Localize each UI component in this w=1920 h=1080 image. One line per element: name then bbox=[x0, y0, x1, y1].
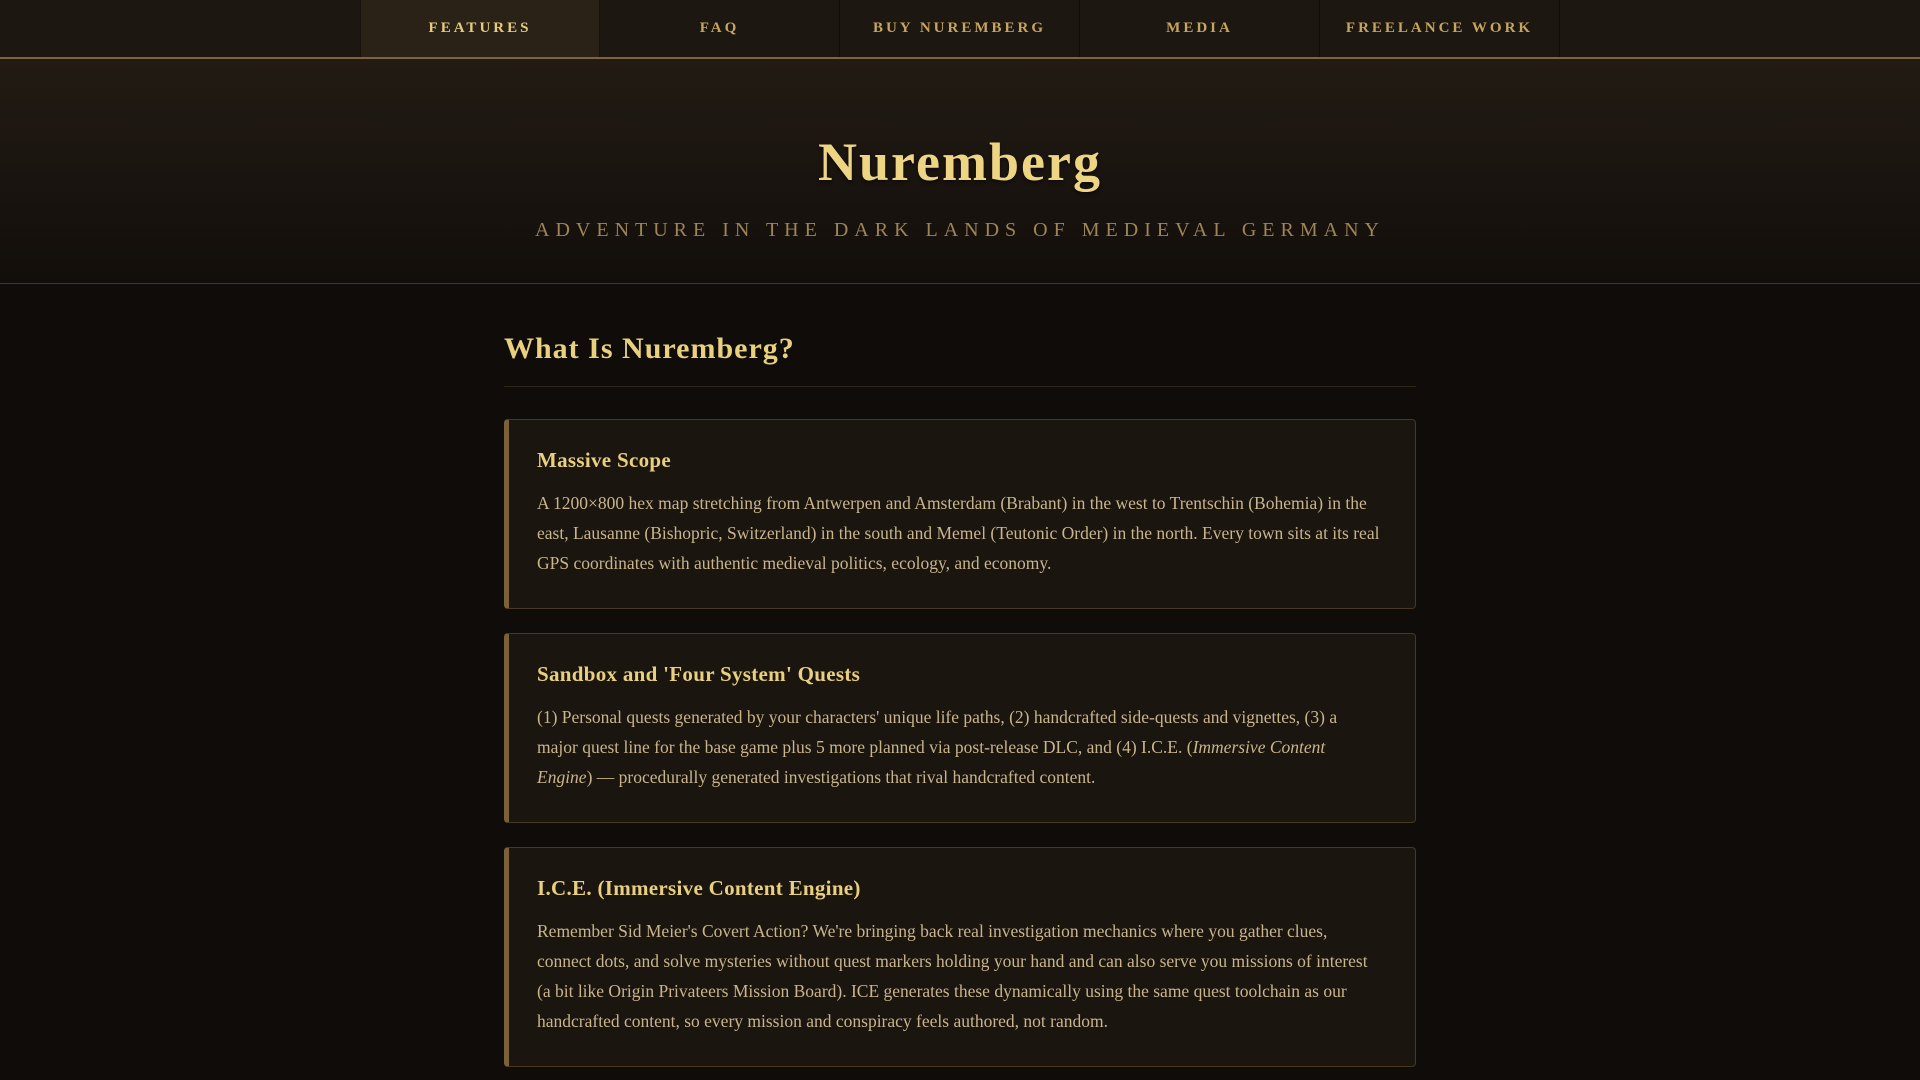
feature-card bbox=[504, 419, 1416, 609]
nav-tab-label: BUY NUREMBERG bbox=[872, 20, 1047, 36]
section-heading: What Is Nuremberg? bbox=[504, 332, 795, 365]
body-text: A 1200×800 hex map stretching from Antwerpen and Amsterdam (Brabant) in the west to Trentschin (Bohemia) in the east, Lausanne (Bishopric, Switzerland) in the south and Memel (Teutonic Order) in the north. Every town sits at its real GPS coordinates with authentic medieval politics, ecology, and economy. bbox=[537, 493, 1380, 573]
nav-tab-label: FAQ bbox=[699, 20, 740, 36]
feature-card-title: Sandbox and 'Four System' Quests bbox=[537, 662, 861, 686]
body-text: (1) Personal quests generated by your characters' unique life paths, (2) handcrafted side-quests and vignettes, (3) a major quest line for the base game plus 5 more planned via post-release DLC, and (4) I.C.E. ( bbox=[537, 707, 1338, 757]
nav-tab-faq[interactable] bbox=[600, 0, 840, 57]
nav-tab-label: MEDIA bbox=[1166, 20, 1233, 36]
body-text-italic: Immersive Content Engine bbox=[537, 737, 1326, 787]
top-nav bbox=[0, 0, 1920, 59]
feature-card-title: I.C.E. (Immersive Content Engine) bbox=[537, 876, 861, 900]
site-subtitle: ADVENTURE IN THE DARK LANDS OF MEDIEVAL GERMANY bbox=[535, 219, 1385, 241]
feature-card-list bbox=[504, 419, 1416, 1067]
nav-tab-label: FREELANCE WORK bbox=[1345, 20, 1534, 36]
section-divider bbox=[504, 386, 1416, 387]
hero bbox=[0, 59, 1920, 284]
feature-card-body bbox=[537, 916, 1381, 1036]
feature-card bbox=[504, 633, 1416, 823]
nav-tab-label: FEATURES bbox=[428, 20, 532, 36]
nav-tab-media[interactable] bbox=[1080, 0, 1320, 57]
body-text: ) — procedurally generated investigations that rival handcrafted content. bbox=[586, 767, 1096, 787]
content-container bbox=[504, 332, 1416, 1080]
feature-card-body bbox=[537, 702, 1381, 792]
nav-tab-freelance-work[interactable] bbox=[1320, 0, 1560, 57]
nav-tab-features[interactable] bbox=[360, 0, 600, 57]
feature-card-title: Massive Scope bbox=[537, 448, 671, 472]
main-content bbox=[0, 284, 1920, 1080]
site-title: Nuremberg bbox=[818, 132, 1102, 192]
nav-tab-buy-nuremberg[interactable] bbox=[840, 0, 1080, 57]
body-text: Remember Sid Meier's Covert Action? We're bringing back real investigation mechanics where you gather clues, connect dots, and solve mysteries without quest markers holding your hand and can also serve you missions of interest (a bit like Origin Privateers Mission Board). ICE generates these dynamically using the same quest toolchain as our handcrafted content, so every mission and conspiracy feels authored, not random. bbox=[537, 921, 1368, 1031]
feature-card-body bbox=[537, 488, 1381, 578]
feature-card bbox=[504, 847, 1416, 1067]
